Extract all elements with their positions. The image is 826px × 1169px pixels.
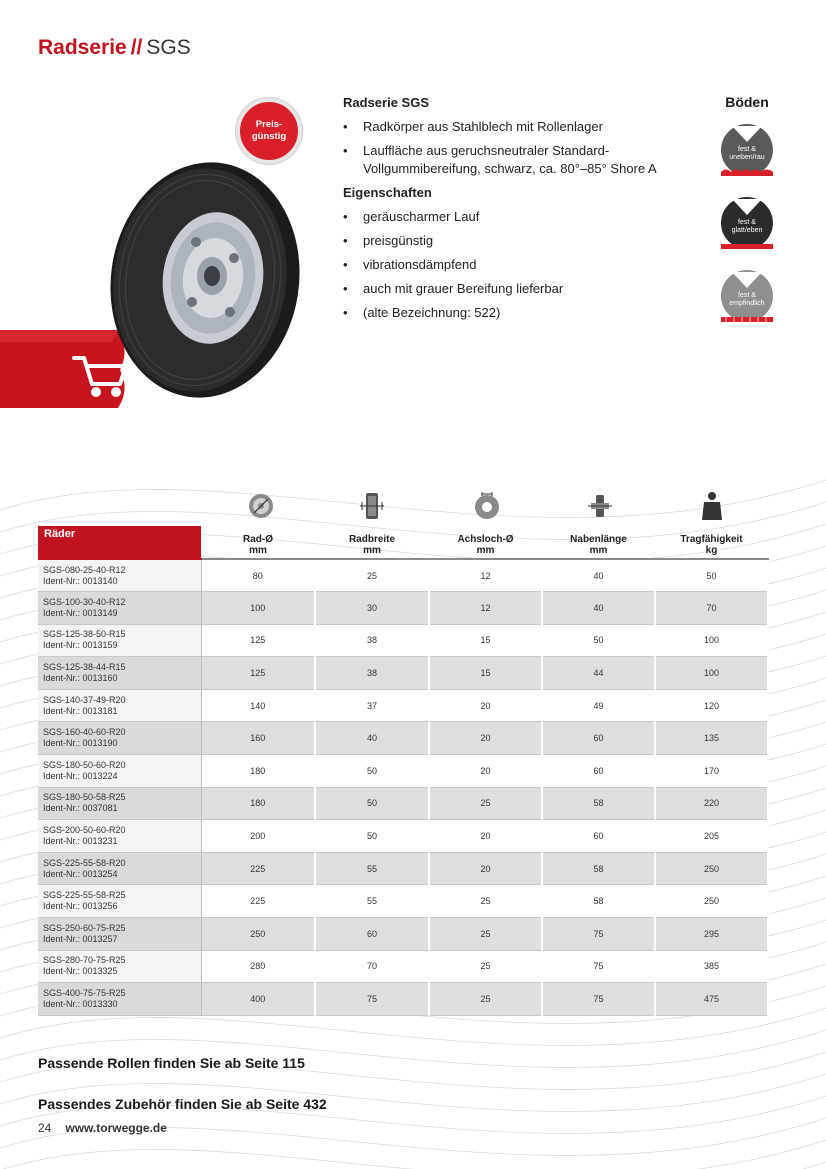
- cell-axle-hole: 20: [429, 852, 542, 885]
- article-cell: [38, 657, 201, 690]
- ident-number: Ident-Nr.: 0013190: [43, 738, 118, 749]
- cell-width: 50: [315, 787, 429, 820]
- cell-load-capacity: 205: [655, 820, 768, 853]
- article-cell: [38, 787, 201, 820]
- cell-load-capacity: 70: [655, 592, 768, 625]
- matching-casters-note: Passende Rollen finden Sie ab Seite 115: [38, 1055, 305, 1071]
- properties-heading: Eigenschaften: [343, 185, 432, 200]
- cell-hub-length: 60: [542, 820, 655, 853]
- price-badge: Preis- günstig: [236, 98, 302, 164]
- article-code: SGS-180-50-60-R20: [43, 759, 126, 770]
- cell-axle-hole: 20: [429, 689, 542, 722]
- article-code: SGS-080-25-40-R12: [43, 564, 126, 575]
- column-header-diameter: Rad-Ø mm: [201, 526, 315, 559]
- cell-axle-hole: 20: [429, 820, 542, 853]
- cell-diameter: 225: [201, 885, 315, 918]
- cell-hub-length: 58: [542, 852, 655, 885]
- cell-diameter: 160: [201, 722, 315, 755]
- floors-heading: Böden: [725, 94, 769, 110]
- page-footer: [38, 1121, 167, 1135]
- article-code: SGS-125-38-44-R15: [43, 662, 126, 673]
- article-cell: [38, 592, 201, 625]
- table-row: [38, 918, 768, 951]
- article-cell: [38, 755, 201, 788]
- cell-width: 37: [315, 689, 429, 722]
- article-code: SGS-160-40-60-R20: [43, 727, 126, 738]
- table-row: [38, 983, 768, 1016]
- floor-label: fest &: [738, 146, 756, 153]
- hub-length-icon: [585, 490, 615, 522]
- property-item: • vibrationsdämpfend: [343, 256, 703, 274]
- cell-width: 38: [315, 624, 429, 657]
- cell-width: 25: [315, 559, 429, 592]
- article-cell: [38, 983, 201, 1016]
- cell-width: 55: [315, 852, 429, 885]
- wheel-table: [38, 526, 768, 1016]
- page-title: [38, 36, 191, 60]
- floor-types: [712, 94, 782, 339]
- cell-load-capacity: 135: [655, 722, 768, 755]
- table-row: [38, 852, 768, 885]
- cell-hub-length: 40: [542, 559, 655, 592]
- title-separator: //: [130, 36, 143, 59]
- cell-diameter: 200: [201, 820, 315, 853]
- axle-hole-icon: [472, 490, 502, 522]
- table-row: [38, 722, 768, 755]
- table-row: [38, 657, 768, 690]
- cell-axle-hole: 20: [429, 755, 542, 788]
- page-number: 24: [38, 1121, 52, 1135]
- website-link[interactable]: www.torwegge.de: [65, 1121, 167, 1135]
- cell-axle-hole: 12: [429, 592, 542, 625]
- cell-hub-length: 60: [542, 722, 655, 755]
- feature-list: [343, 118, 703, 178]
- article-code: SGS-280-70-75-R25: [43, 955, 126, 966]
- cell-axle-hole: 15: [429, 657, 542, 690]
- ident-number: Ident-Nr.: 0013325: [43, 966, 118, 977]
- ident-number: Ident-Nr.: 0013224: [43, 770, 118, 781]
- column-header-raeder: Räder: [38, 526, 201, 559]
- cell-diameter: 250: [201, 918, 315, 951]
- cell-hub-length: 60: [542, 755, 655, 788]
- article-code: SGS-140-37-49-R20: [43, 694, 126, 705]
- cell-load-capacity: 50: [655, 559, 768, 592]
- article-code: SGS-200-50-60-R20: [43, 825, 126, 836]
- cell-diameter: 125: [201, 624, 315, 657]
- property-item: • auch mit grauer Bereifung lieferbar: [343, 280, 703, 298]
- feature-item: • Radkörper aus Stahlblech mit Rollenlager: [343, 118, 703, 136]
- ident-number: Ident-Nr.: 0013140: [43, 575, 118, 586]
- article-cell: [38, 918, 201, 951]
- cell-axle-hole: 12: [429, 559, 542, 592]
- cell-hub-length: 58: [542, 787, 655, 820]
- cell-axle-hole: 25: [429, 787, 542, 820]
- floor-sensitive-icon: [718, 266, 776, 324]
- ident-number: Ident-Nr.: 0013330: [43, 999, 118, 1010]
- matching-accessories-note: Passendes Zubehör finden Sie ab Seite 432: [38, 1096, 327, 1112]
- cell-width: 75: [315, 983, 429, 1016]
- cell-load-capacity: 295: [655, 918, 768, 951]
- description-heading: Radserie SGS: [343, 95, 429, 110]
- cell-load-capacity: 170: [655, 755, 768, 788]
- article-cell: [38, 559, 201, 592]
- floor-label: fest &: [738, 292, 756, 299]
- cell-width: 50: [315, 755, 429, 788]
- floor-label: glatt/eben: [731, 227, 763, 234]
- column-icons: [200, 490, 768, 526]
- ident-number: Ident-Nr.: 0013149: [43, 607, 118, 618]
- cell-diameter: 180: [201, 787, 315, 820]
- cell-load-capacity: 100: [655, 624, 768, 657]
- cell-diameter: 400: [201, 983, 315, 1016]
- cell-diameter: 100: [201, 592, 315, 625]
- article-code: SGS-250-60-75-R25: [43, 922, 126, 933]
- cell-axle-hole: 25: [429, 983, 542, 1016]
- cell-width: 40: [315, 722, 429, 755]
- article-cell: [38, 820, 201, 853]
- table-header-row: [38, 526, 768, 559]
- column-header-width: Radbreite mm: [315, 526, 429, 559]
- article-cell: [38, 624, 201, 657]
- table-row: [38, 592, 768, 625]
- ident-number: Ident-Nr.: 0013160: [43, 673, 118, 684]
- article-code: SGS-180-50-58-R25: [43, 792, 126, 803]
- cell-hub-length: 40: [542, 592, 655, 625]
- floor-smooth-icon: [718, 193, 776, 251]
- table-row: [38, 950, 768, 983]
- cell-width: 38: [315, 657, 429, 690]
- cell-width: 55: [315, 885, 429, 918]
- article-cell: [38, 722, 201, 755]
- article-code: SGS-225-55-58-R20: [43, 857, 126, 868]
- cell-width: 30: [315, 592, 429, 625]
- ident-number: Ident-Nr.: 0037081: [43, 803, 118, 814]
- cell-load-capacity: 120: [655, 689, 768, 722]
- table-row: [38, 624, 768, 657]
- ident-number: Ident-Nr.: 0013231: [43, 836, 118, 847]
- article-code: SGS-400-75-75-R25: [43, 988, 126, 999]
- article-cell: [38, 689, 201, 722]
- column-header-load-capacity: Tragfähigkeit kg: [655, 526, 768, 559]
- wheel-diameter-icon: [246, 490, 276, 522]
- wheel-width-icon: [357, 490, 387, 522]
- floor-uneven-icon: [718, 120, 776, 178]
- cell-diameter: 140: [201, 689, 315, 722]
- article-cell: [38, 950, 201, 983]
- floor-label: fest &: [738, 219, 756, 226]
- ident-number: Ident-Nr.: 0013181: [43, 705, 118, 716]
- article-code: SGS-125-38-50-R15: [43, 629, 126, 640]
- table-row: [38, 820, 768, 853]
- cell-load-capacity: 220: [655, 787, 768, 820]
- title-model: SGS: [146, 36, 191, 59]
- cell-hub-length: 75: [542, 918, 655, 951]
- floor-label: empfindlich: [729, 300, 765, 307]
- property-item: • geräuscharmer Lauf: [343, 208, 703, 226]
- article-cell: [38, 885, 201, 918]
- cell-width: 60: [315, 918, 429, 951]
- table-row: [38, 559, 768, 592]
- ident-number: Ident-Nr.: 0013254: [43, 868, 118, 879]
- product-description: [343, 94, 703, 328]
- cell-load-capacity: 250: [655, 885, 768, 918]
- cell-load-capacity: 100: [655, 657, 768, 690]
- cell-width: 50: [315, 820, 429, 853]
- property-item: • preisgünstig: [343, 232, 703, 250]
- column-header-hub-length: Nabenlänge mm: [542, 526, 655, 559]
- properties-list: [343, 208, 703, 322]
- cell-hub-length: 75: [542, 983, 655, 1016]
- cell-width: 70: [315, 950, 429, 983]
- cell-diameter: 80: [201, 559, 315, 592]
- cell-hub-length: 44: [542, 657, 655, 690]
- cell-axle-hole: 20: [429, 722, 542, 755]
- article-code: SGS-100-30-40-R12: [43, 596, 126, 607]
- ident-number: Ident-Nr.: 0013256: [43, 901, 118, 912]
- cell-load-capacity: 385: [655, 950, 768, 983]
- title-series: Radserie: [38, 36, 127, 59]
- cell-axle-hole: 25: [429, 918, 542, 951]
- feature-item: • Lauffläche aus geruchsneutraler Standard-Vollgummibereifung, schwarz, ca. 80°–85° Shore A: [343, 142, 703, 178]
- cell-axle-hole: 25: [429, 885, 542, 918]
- floor-label: uneben/rau: [729, 154, 765, 161]
- cell-hub-length: 58: [542, 885, 655, 918]
- table-row: [38, 755, 768, 788]
- article-code: SGS-225-55-58-R25: [43, 890, 126, 901]
- cell-diameter: 225: [201, 852, 315, 885]
- table-row: [38, 787, 768, 820]
- cell-axle-hole: 15: [429, 624, 542, 657]
- cell-axle-hole: 25: [429, 950, 542, 983]
- cell-diameter: 280: [201, 950, 315, 983]
- article-cell: [38, 852, 201, 885]
- ident-number: Ident-Nr.: 0013159: [43, 640, 118, 651]
- cell-hub-length: 75: [542, 950, 655, 983]
- cell-diameter: 125: [201, 657, 315, 690]
- cell-hub-length: 50: [542, 624, 655, 657]
- ident-number: Ident-Nr.: 0013257: [43, 933, 118, 944]
- cell-hub-length: 49: [542, 689, 655, 722]
- cell-load-capacity: 250: [655, 852, 768, 885]
- cell-load-capacity: 475: [655, 983, 768, 1016]
- load-capacity-icon: [697, 490, 727, 522]
- table-row: [38, 885, 768, 918]
- table-row: [38, 689, 768, 722]
- cell-diameter: 180: [201, 755, 315, 788]
- column-header-axle-hole: Achsloch-Ø mm: [429, 526, 542, 559]
- property-item: • (alte Bezeichnung: 522): [343, 304, 703, 322]
